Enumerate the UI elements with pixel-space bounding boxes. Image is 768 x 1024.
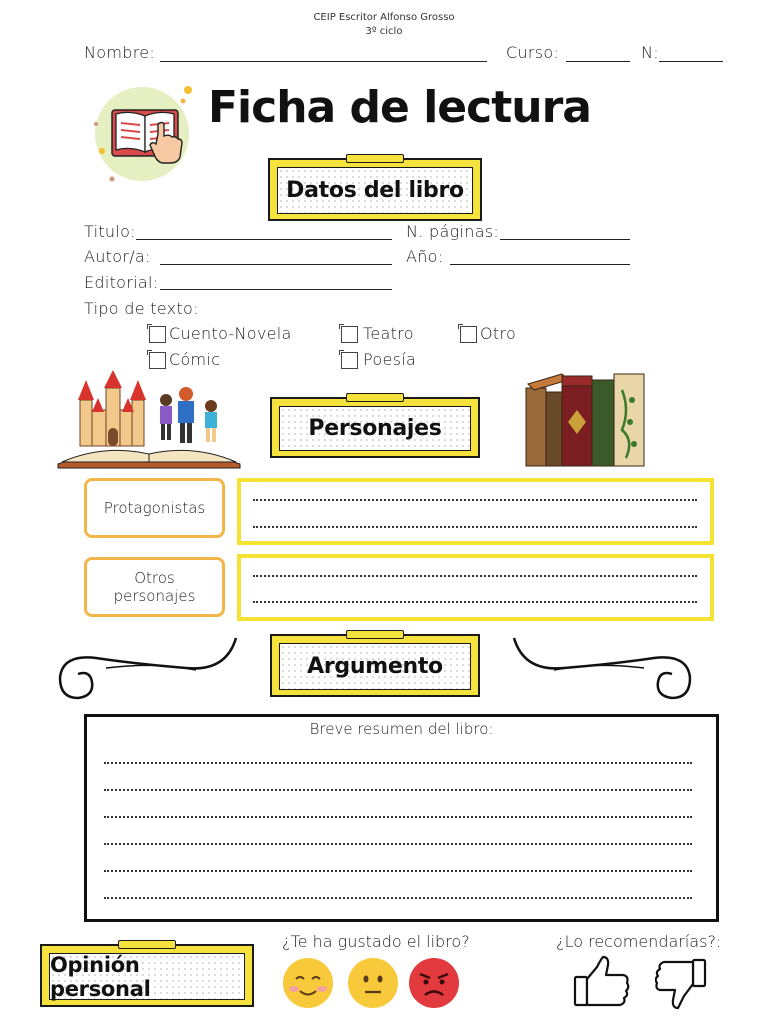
publisher-field[interactable] [160,289,392,290]
castle-book-illustration [54,370,244,470]
characters-heading-box [270,397,480,458]
neutral-face-icon[interactable] [347,957,399,1009]
thumbs-up-icon[interactable] [573,955,631,1007]
characters-heading: Personajes [279,406,471,451]
author-field[interactable] [160,264,392,265]
heading-tab [346,154,404,163]
liked-question: ¿Te ha gustado el libro? [282,932,470,951]
option-poesia: Poesía [363,350,417,369]
pages-label: N. páginas: [406,222,500,241]
pages-field[interactable] [500,239,630,240]
checkbox-poesia[interactable] [341,352,358,369]
other-characters-line-1[interactable] [253,575,697,577]
year-label: Año: [406,247,444,266]
other-characters-answer-box[interactable] [237,554,714,621]
other-characters-line-2[interactable] [253,601,697,603]
option-otro: Otro [480,324,517,343]
year-field[interactable] [450,264,630,265]
book-data-heading: Datos del libro [277,167,473,214]
opinion-heading: Opinión personal [49,953,245,1000]
opinion-heading-box [40,944,254,1007]
happy-face-icon[interactable] [282,957,334,1009]
checkbox-teatro[interactable] [341,326,358,343]
school-cycle: 3º ciclo [365,26,403,37]
title-field[interactable] [136,239,392,240]
course-label: Curso: [506,43,560,62]
angry-face-icon[interactable] [408,957,460,1009]
book-data-heading-box [268,158,482,221]
heading-tab [346,393,404,402]
summary-line-3[interactable] [104,816,692,818]
title-label: Titulo: [84,222,136,241]
other-characters-label-box [84,557,225,617]
recommend-question: ¿Lo recomendarías?: [556,932,722,951]
name-label: Nombre: [84,43,156,62]
school-header [0,11,768,39]
name-field[interactable] [160,61,487,62]
summary-line-5[interactable] [104,870,692,872]
checkbox-comic[interactable] [149,352,166,369]
checkbox-otro[interactable] [460,326,477,343]
option-comic: Cómic [169,350,221,369]
plot-heading-box [270,634,480,697]
number-field[interactable] [659,61,723,62]
summary-box[interactable] [84,714,719,922]
checkbox-cuento-novela[interactable] [149,326,166,343]
summary-line-6[interactable] [104,897,692,899]
heading-tab [346,630,404,639]
protagonists-line-1[interactable] [253,499,697,501]
left-flourish-ornament [56,632,242,704]
plot-heading: Argumento [279,643,471,690]
right-flourish-ornament [508,632,694,704]
heading-tab [118,940,176,949]
publisher-label: Editorial: [84,273,159,292]
course-field[interactable] [566,61,630,62]
summary-line-1[interactable] [104,762,692,764]
books-stack-illustration [522,370,648,468]
protagonists-answer-box[interactable] [237,478,714,545]
author-label: Autor/a: [84,247,151,266]
protagonists-line-2[interactable] [253,526,697,528]
school-name: CEIP Escritor Alfonso Grosso [313,12,455,23]
page-title: Ficha de lectura [208,82,591,133]
number-label: N: [641,43,659,62]
other-characters-label: Otros personajes [113,569,196,605]
summary-line-4[interactable] [104,843,692,845]
protagonists-label: Protagonistas [103,499,206,517]
text-type-label: Tipo de texto: [84,299,199,318]
summary-prompt: Breve resumen del libro: [309,720,494,738]
thumbs-down-icon[interactable] [655,958,707,1010]
open-book-hand-icon [92,84,200,184]
summary-line-2[interactable] [104,789,692,791]
protagonists-label-box [84,478,225,538]
option-teatro: Teatro [363,324,414,343]
option-cuento-novela: Cuento-Novela [169,324,292,343]
